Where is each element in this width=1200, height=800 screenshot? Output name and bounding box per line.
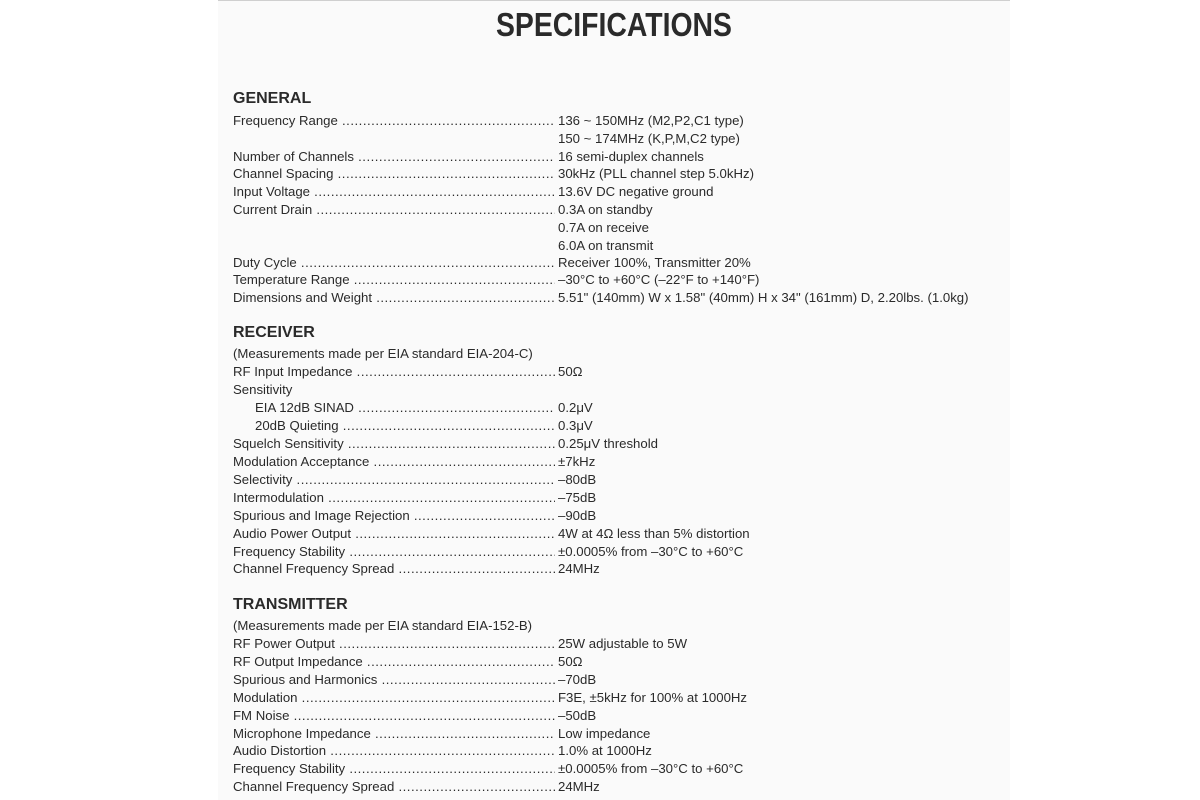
spec-value: 0.3μV (558, 418, 593, 433)
spec-label: FM Noise ..... (233, 707, 555, 725)
spec-value: 50Ω (558, 364, 583, 379)
spec-label: Channel Frequency Spread ..... (233, 778, 555, 796)
spec-label: Modulation ..... (233, 689, 555, 707)
spec-label: Audio Distortion ..... (233, 742, 555, 760)
spec-label: Frequency Range ..... (233, 112, 555, 130)
spec-value: 136 ~ 150MHz (M2,P2,C1 type) (558, 113, 744, 128)
spec-label: Sensitivity (233, 382, 293, 397)
spec-label: Duty Cycle ..... (233, 254, 555, 272)
receiver-heading: RECEIVER (233, 324, 315, 341)
spec-value: ±7kHz (558, 454, 596, 469)
spec-value: Low impedance (558, 726, 651, 741)
spec-label: RF Output Impedance ..... (233, 653, 555, 671)
spec-label: Channel Spacing ..... (233, 165, 555, 183)
page-title: SPECIFICATIONS (495, 6, 732, 43)
spec-value: –50dB (558, 708, 597, 723)
spec-value: ±0.0005% from –30°C to +60°C (558, 761, 744, 776)
spec-value: F3E, ±5kHz for 100% at 1000Hz (558, 690, 748, 705)
spec-label: Dimensions and Weight ..... (233, 289, 555, 307)
spec-label: 20dB Quieting ..... (233, 417, 555, 435)
spec-label: Modulation Acceptance ..... (233, 453, 555, 471)
spec-value: 24MHz (558, 779, 600, 794)
spec-value: 50Ω (558, 654, 583, 669)
spec-value: ±0.0005% from –30°C to +60°C (558, 544, 744, 559)
spec-label: Intermodulation ..... (233, 489, 555, 507)
spec-label: Input Voltage ..... (233, 183, 555, 201)
spec-label: Spurious and Harmonics ..... (233, 671, 555, 689)
spec-label: Number of Channels ..... (233, 148, 555, 166)
spec-value: 16 semi-duplex channels (558, 149, 704, 164)
spec-value: –30°C to +60°C (–22°F to +140°F) (558, 272, 760, 287)
spec-label: Frequency Stability ..... (233, 543, 555, 561)
receiver-note: (Measurements made per EIA standard EIA-204-C) (233, 346, 533, 361)
spec-label: Spurious and Image Rejection ..... (233, 507, 555, 525)
spec-value: 4W at 4Ω less than 5% distortion (558, 526, 750, 541)
spec-value: 6.0A on transmit (558, 238, 654, 253)
spec-label: Audio Power Output ..... (233, 525, 555, 543)
spec-value: 25W adjustable to 5W (558, 636, 688, 651)
spec-value: 1.0% at 1000Hz (558, 743, 652, 758)
spec-label: RF Input Impedance ..... (233, 363, 555, 381)
general-heading: GENERAL (233, 90, 312, 107)
spec-value: 5.51" (140mm) W x 1.58" (40mm) H x 34" (161mm) D, 2.20lbs. (1.0kg) (558, 290, 969, 305)
spec-value: 0.2μV (558, 400, 593, 415)
spec-value: –70dB (558, 672, 597, 687)
spec-label: Microphone Impedance ..... (233, 725, 555, 743)
spec-label: Squelch Sensitivity ..... (233, 435, 555, 453)
spec-label: Current Drain ..... (233, 201, 555, 219)
spec-value: –75dB (558, 490, 597, 505)
spec-value: Receiver 100%, Transmitter 20% (558, 255, 751, 270)
spec-value: 13.6V DC negative ground (558, 184, 714, 199)
spec-label: EIA 12dB SINAD ..... (233, 399, 555, 417)
spec-value: –90dB (558, 508, 597, 523)
spec-label: Frequency Stability ..... (233, 760, 555, 778)
spec-value: –80dB (558, 472, 597, 487)
spec-label: Channel Frequency Spread ..... (233, 560, 555, 578)
spec-value: 0.7A on receive (558, 220, 649, 235)
spec-value: 150 ~ 174MHz (K,P,M,C2 type) (558, 131, 740, 146)
spec-value: 0.25μV threshold (558, 436, 658, 451)
spec-value: 24MHz (558, 561, 600, 576)
spec-label: Selectivity ..... (233, 471, 555, 489)
spec-label: RF Power Output ..... (233, 635, 555, 653)
transmitter-note: (Measurements made per EIA standard EIA-152-B) (233, 618, 533, 633)
top-rule (218, 0, 1010, 1)
spec-value: 0.3A on standby (558, 202, 653, 217)
spec-label: Temperature Range ..... (233, 271, 555, 289)
spec-value: 30kHz (PLL channel step 5.0kHz) (558, 166, 754, 181)
transmitter-heading: TRANSMITTER (233, 596, 348, 613)
